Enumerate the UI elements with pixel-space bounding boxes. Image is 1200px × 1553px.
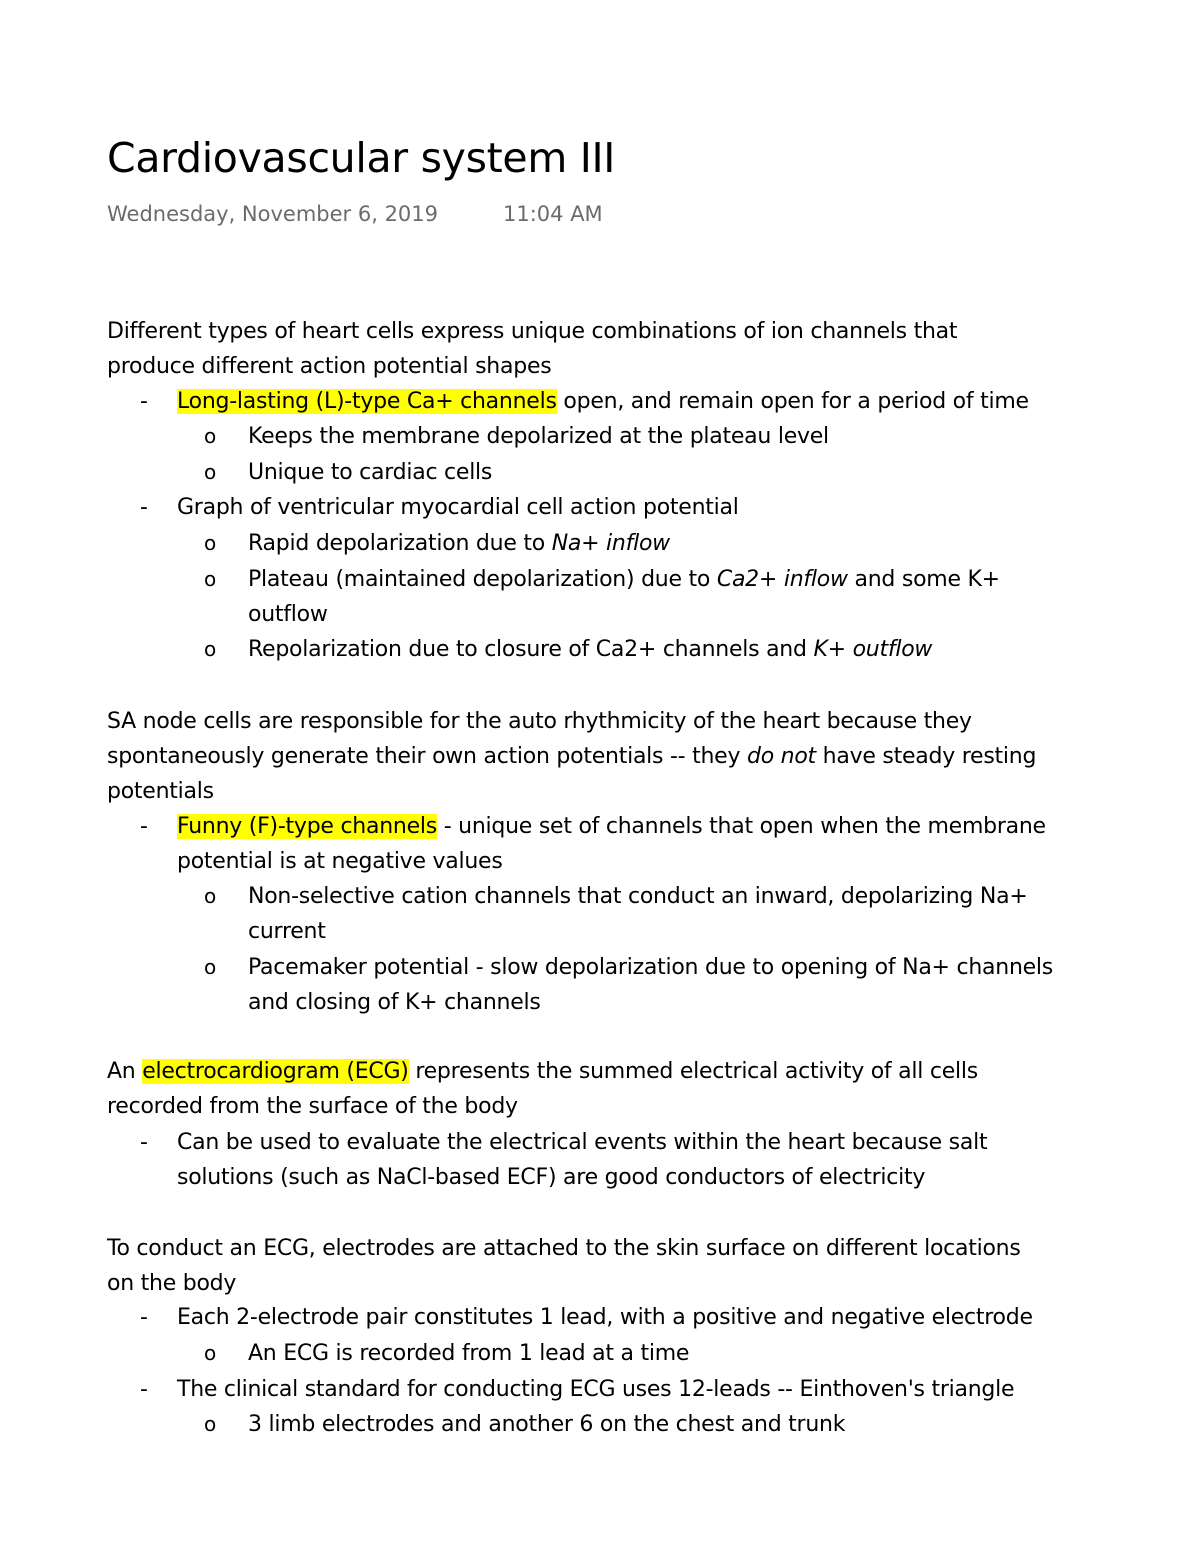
- list-item: The clinical standard for conducting ECG uses 12-leads -- Einthoven's triangle: [177, 1377, 1015, 1402]
- list-item-continuation: solutions (such as NaCl-based ECF) are good conductors of electricity: [177, 1165, 926, 1190]
- sub-list-item-text: and some K+: [847, 567, 1000, 592]
- paragraph-line: on the body: [107, 1271, 237, 1296]
- emphasis-text: Ca2+ inflow: [716, 567, 848, 592]
- sub-list-item: Pacemaker potential - slow depolarization due to opening of Na+ channels: [248, 955, 1053, 980]
- circle-bullet: o: [204, 424, 217, 448]
- sub-list-item: Unique to cardiac cells: [248, 460, 493, 485]
- page-title: Cardiovascular system III: [107, 134, 616, 182]
- dash-bullet: -: [140, 1377, 148, 1402]
- paragraph-text: An: [107, 1059, 143, 1084]
- sub-list-item: Non-selective cation channels that conduct an inward, depolarizing Na+: [248, 884, 1028, 909]
- note-date: Wednesday, November 6, 2019: [107, 202, 439, 226]
- paragraph-line: potentials: [107, 779, 214, 804]
- list-item-text: - unique set of channels that open when the membrane: [436, 814, 1046, 839]
- paragraph-line: produce different action potential shapes: [107, 354, 552, 379]
- dash-bullet: -: [140, 389, 148, 414]
- paragraph-line: To conduct an ECG, electrodes are attached to the skin surface on different locations: [107, 1236, 1021, 1261]
- paragraph-line: SA node cells are responsible for the auto rhythmicity of the heart because they: [107, 709, 972, 734]
- list-item: Graph of ventricular myocardial cell action potential: [177, 495, 739, 520]
- sub-list-item-text: Plateau (maintained depolarization) due to: [248, 567, 717, 592]
- sub-list-item: An ECG is recorded from 1 lead at a time: [248, 1341, 690, 1366]
- circle-bullet: o: [204, 884, 217, 908]
- paragraph-line: [107, 739, 1036, 774]
- emphasis-text: K+ outflow: [813, 637, 933, 662]
- sub-list-item: [248, 562, 1000, 597]
- paragraph-text: have steady resting: [815, 744, 1037, 769]
- dash-bullet: -: [140, 814, 148, 839]
- sub-list-item-text: Repolarization due to closure of Ca2+ channels and: [248, 637, 814, 662]
- note-time: 11:04 AM: [503, 202, 603, 226]
- sub-list-item-continuation: outflow: [248, 602, 328, 627]
- list-item: [177, 384, 1029, 419]
- sub-list-item-text: Rapid depolarization due to: [248, 531, 552, 556]
- highlighted-term: Long-lasting (L)-type Ca+ channels: [177, 389, 557, 414]
- list-item: Can be used to evaluate the electrical events within the heart because salt: [177, 1130, 988, 1155]
- circle-bullet: o: [204, 637, 217, 661]
- emphasis-text: Na+ inflow: [551, 531, 670, 556]
- sub-list-item-continuation: and closing of K+ channels: [248, 990, 541, 1015]
- paragraph-text: represents the summed electrical activity of all cells: [408, 1059, 978, 1084]
- dash-bullet: -: [140, 1130, 148, 1155]
- sub-list-item-continuation: current: [248, 919, 326, 944]
- highlighted-term: electrocardiogram (ECG): [142, 1059, 409, 1084]
- dash-bullet: -: [140, 1305, 148, 1330]
- circle-bullet: o: [204, 955, 217, 979]
- circle-bullet: o: [204, 531, 217, 555]
- circle-bullet: o: [204, 1412, 217, 1436]
- sub-list-item: [248, 526, 670, 561]
- dash-bullet: -: [140, 495, 148, 520]
- list-item: [177, 809, 1046, 844]
- list-item-text: open, and remain open for a period of time: [556, 389, 1029, 414]
- paragraph-line: [107, 1054, 978, 1089]
- paragraph-line: recorded from the surface of the body: [107, 1094, 518, 1119]
- circle-bullet: o: [204, 460, 217, 484]
- highlighted-term: Funny (F)-type channels: [177, 814, 437, 839]
- circle-bullet: o: [204, 1341, 217, 1365]
- paragraph-text: spontaneously generate their own action potentials -- they: [107, 744, 747, 769]
- sub-list-item: 3 limb electrodes and another 6 on the chest and trunk: [248, 1412, 846, 1437]
- list-item-continuation: potential is at negative values: [177, 849, 503, 874]
- sub-list-item: Keeps the membrane depolarized at the plateau level: [248, 424, 829, 449]
- circle-bullet: o: [204, 567, 217, 591]
- emphasis-text: do not: [746, 744, 816, 769]
- paragraph-line: Different types of heart cells express unique combinations of ion channels that: [107, 319, 958, 344]
- sub-list-item: [248, 632, 932, 667]
- list-item: Each 2-electrode pair constitutes 1 lead, with a positive and negative electrode: [177, 1305, 1033, 1330]
